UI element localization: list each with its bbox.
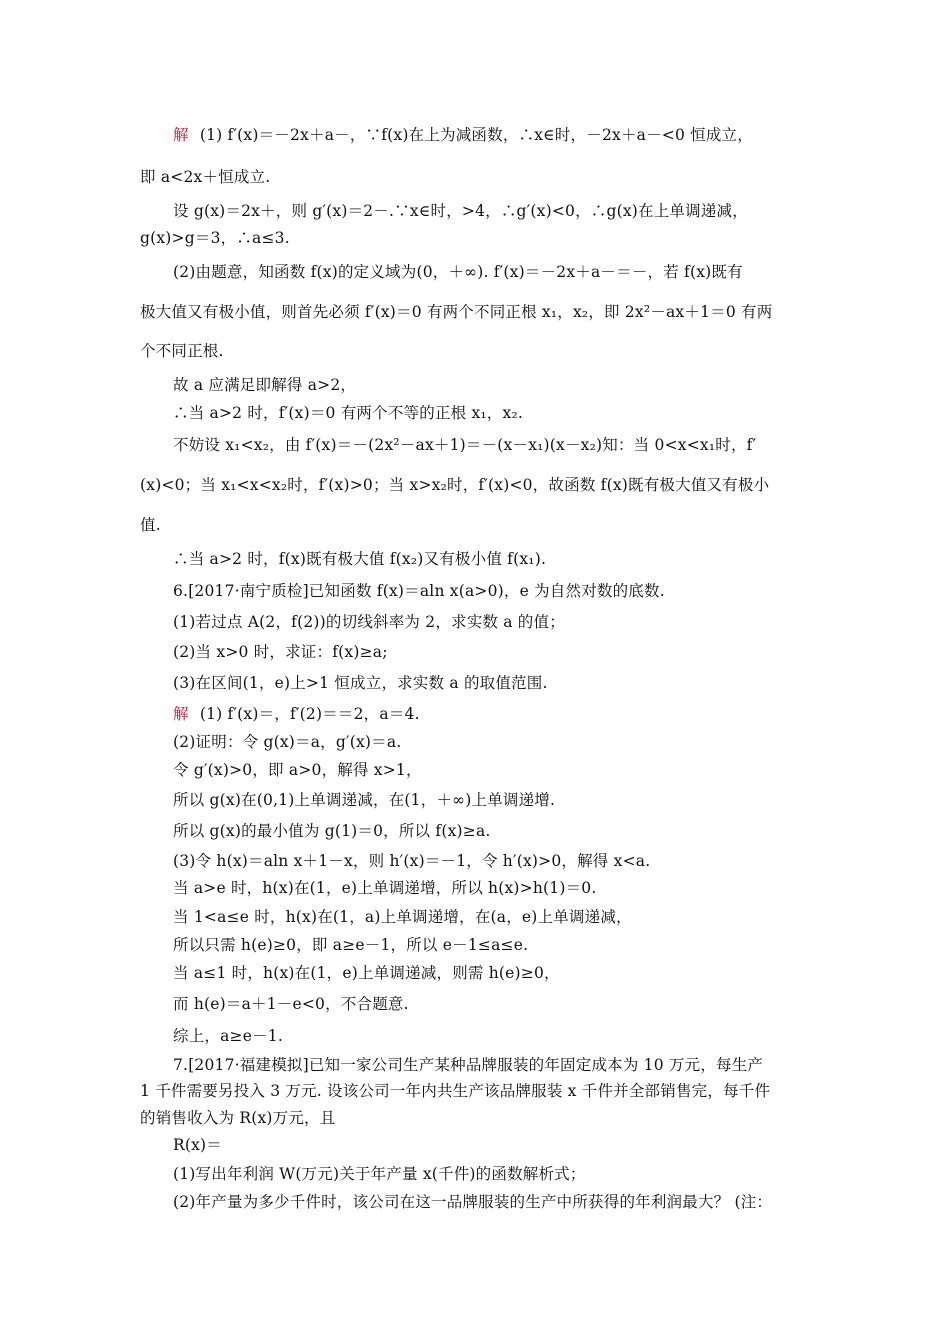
text-line: (1)若过点 A(2，f(2))的切线斜率为 2，求实数 a 的值； — [173, 613, 565, 631]
text-line: g(x)>g＝3，∴a≤3. — [140, 229, 290, 247]
text-line: 综上，a≥e－1. — [173, 1027, 283, 1045]
text-line: 个不同正根. — [140, 342, 224, 360]
text-line: 当 a≤1 时，h(x)在(1，e)上单调递减，则需 h(e)≥0， — [173, 964, 560, 982]
text-line: 故 a 应满足即解得 a>2， — [173, 376, 357, 394]
text-line: (3)令 h(x)＝aln x＋1－x，则 h′(x)＝－1，令 h′(x)>0，解得 x<a. — [173, 852, 651, 870]
text-line: R(x)＝ — [173, 1136, 223, 1154]
text-line: ∴当 a>2 时，f′(x)＝0 有两个不等的正根 x₁，x₂. — [173, 404, 523, 422]
text-line: (1)写出年利润 W(万元)关于年产量 x(千件)的函数解析式； — [173, 1165, 586, 1183]
solution-marker: 解 — [173, 705, 189, 723]
text-line: (2)由题意，知函数 f(x)的定义域为(0，＋∞). f′(x)＝－2x＋a－＝－，若 f(x)既有 — [173, 263, 743, 281]
text-line: 所以只需 h(e)≥0，即 a≥e－1，所以 e－1≤a≤e. — [173, 936, 529, 954]
text-line: 1 千件需要另投入 3 万元. 设该公司一年内共生产该品牌服装 x 千件并全部销售完，每千件 — [140, 1082, 771, 1100]
text-line: 的销售收入为 R(x)万元，且 — [140, 1109, 336, 1127]
problem-6-stem: 6.[2017·南宁质检]已知函数 f(x)＝aln x(a>0)，e 为自然对数的底数. — [173, 582, 665, 600]
text-line: 当 a>e 时，h(x)在(1，e)上单调递增，所以 h(x)>h(1)＝0. — [173, 879, 597, 897]
text-line: 值. — [140, 516, 161, 534]
text-line: (3)在区间(1，e)上>1 恒成立，求实数 a 的取值范围. — [173, 674, 548, 692]
text-line: (2)当 x>0 时，求证：f(x)≥a; — [173, 643, 388, 661]
text-line: 所以 g(x)的最小值为 g(1)＝0，所以 f(x)≥a. — [173, 822, 491, 840]
text-line: 不妨设 x₁<x₂，由 f′(x)＝－(2x²－ax＋1)＝－(x－x₁)(x－x₂)知：当 0<x<x₁时，f′ — [173, 436, 757, 454]
text-line: 解 (1) f′(x)＝－2x＋a－，∵f(x)在上为减函数，∴x∈时，－2x＋a－<0 恒成立， — [173, 126, 753, 144]
text-line: 而 h(e)＝a＋1－e<0，不合题意. — [173, 995, 409, 1013]
text-line: (x)<0；当 x₁<x<x₂时，f′(x)>0；当 x>x₂时，f′(x)<0，故函数 f(x)既有极大值又有极小 — [140, 476, 770, 494]
text-line: ∴当 a>2 时，f(x)既有极大值 f(x₂)又有极小值 f(x₁). — [173, 550, 547, 568]
problem-7-stem: 7.[2017·福建模拟]已知一家公司生产某种品牌服装的年固定成本为 10 万元，每生产 — [173, 1056, 764, 1074]
text-line: 极大值又有极小值，则首先必须 f′(x)＝0 有两个不同正根 x₁，x₂，即 2x²－ax＋1＝0 有两 — [140, 303, 773, 321]
text-line: 解 (1) f′(x)＝，f′(2)＝＝2，a＝4. — [173, 705, 420, 723]
text-line: 令 g′(x)>0，即 a>0，解得 x>1， — [173, 761, 422, 779]
text-line: 所以 g(x)在(0,1)上单调递减，在(1，＋∞)上单调递增. — [173, 791, 556, 809]
text-line: 即 a<2x＋恒成立. — [140, 168, 271, 186]
text-line: (2)年产量为多少千件时，该公司在这一品牌服装的生产中所获得的年利润最大？ (注： — [173, 1193, 773, 1211]
text-line: 当 1<a≤e 时，h(x)在(1，a)上单调递增，在(a，e)上单调递减， — [173, 908, 632, 926]
solution-marker: 解 — [173, 126, 189, 144]
text-line: (2)证明：令 g(x)＝a，g′(x)＝a. — [173, 733, 402, 751]
text-line: 设 g(x)＝2x＋，则 g′(x)＝2－.∵x∈时，>4，∴g′(x)<0，∴g(x)在上单调递减， — [173, 202, 748, 220]
